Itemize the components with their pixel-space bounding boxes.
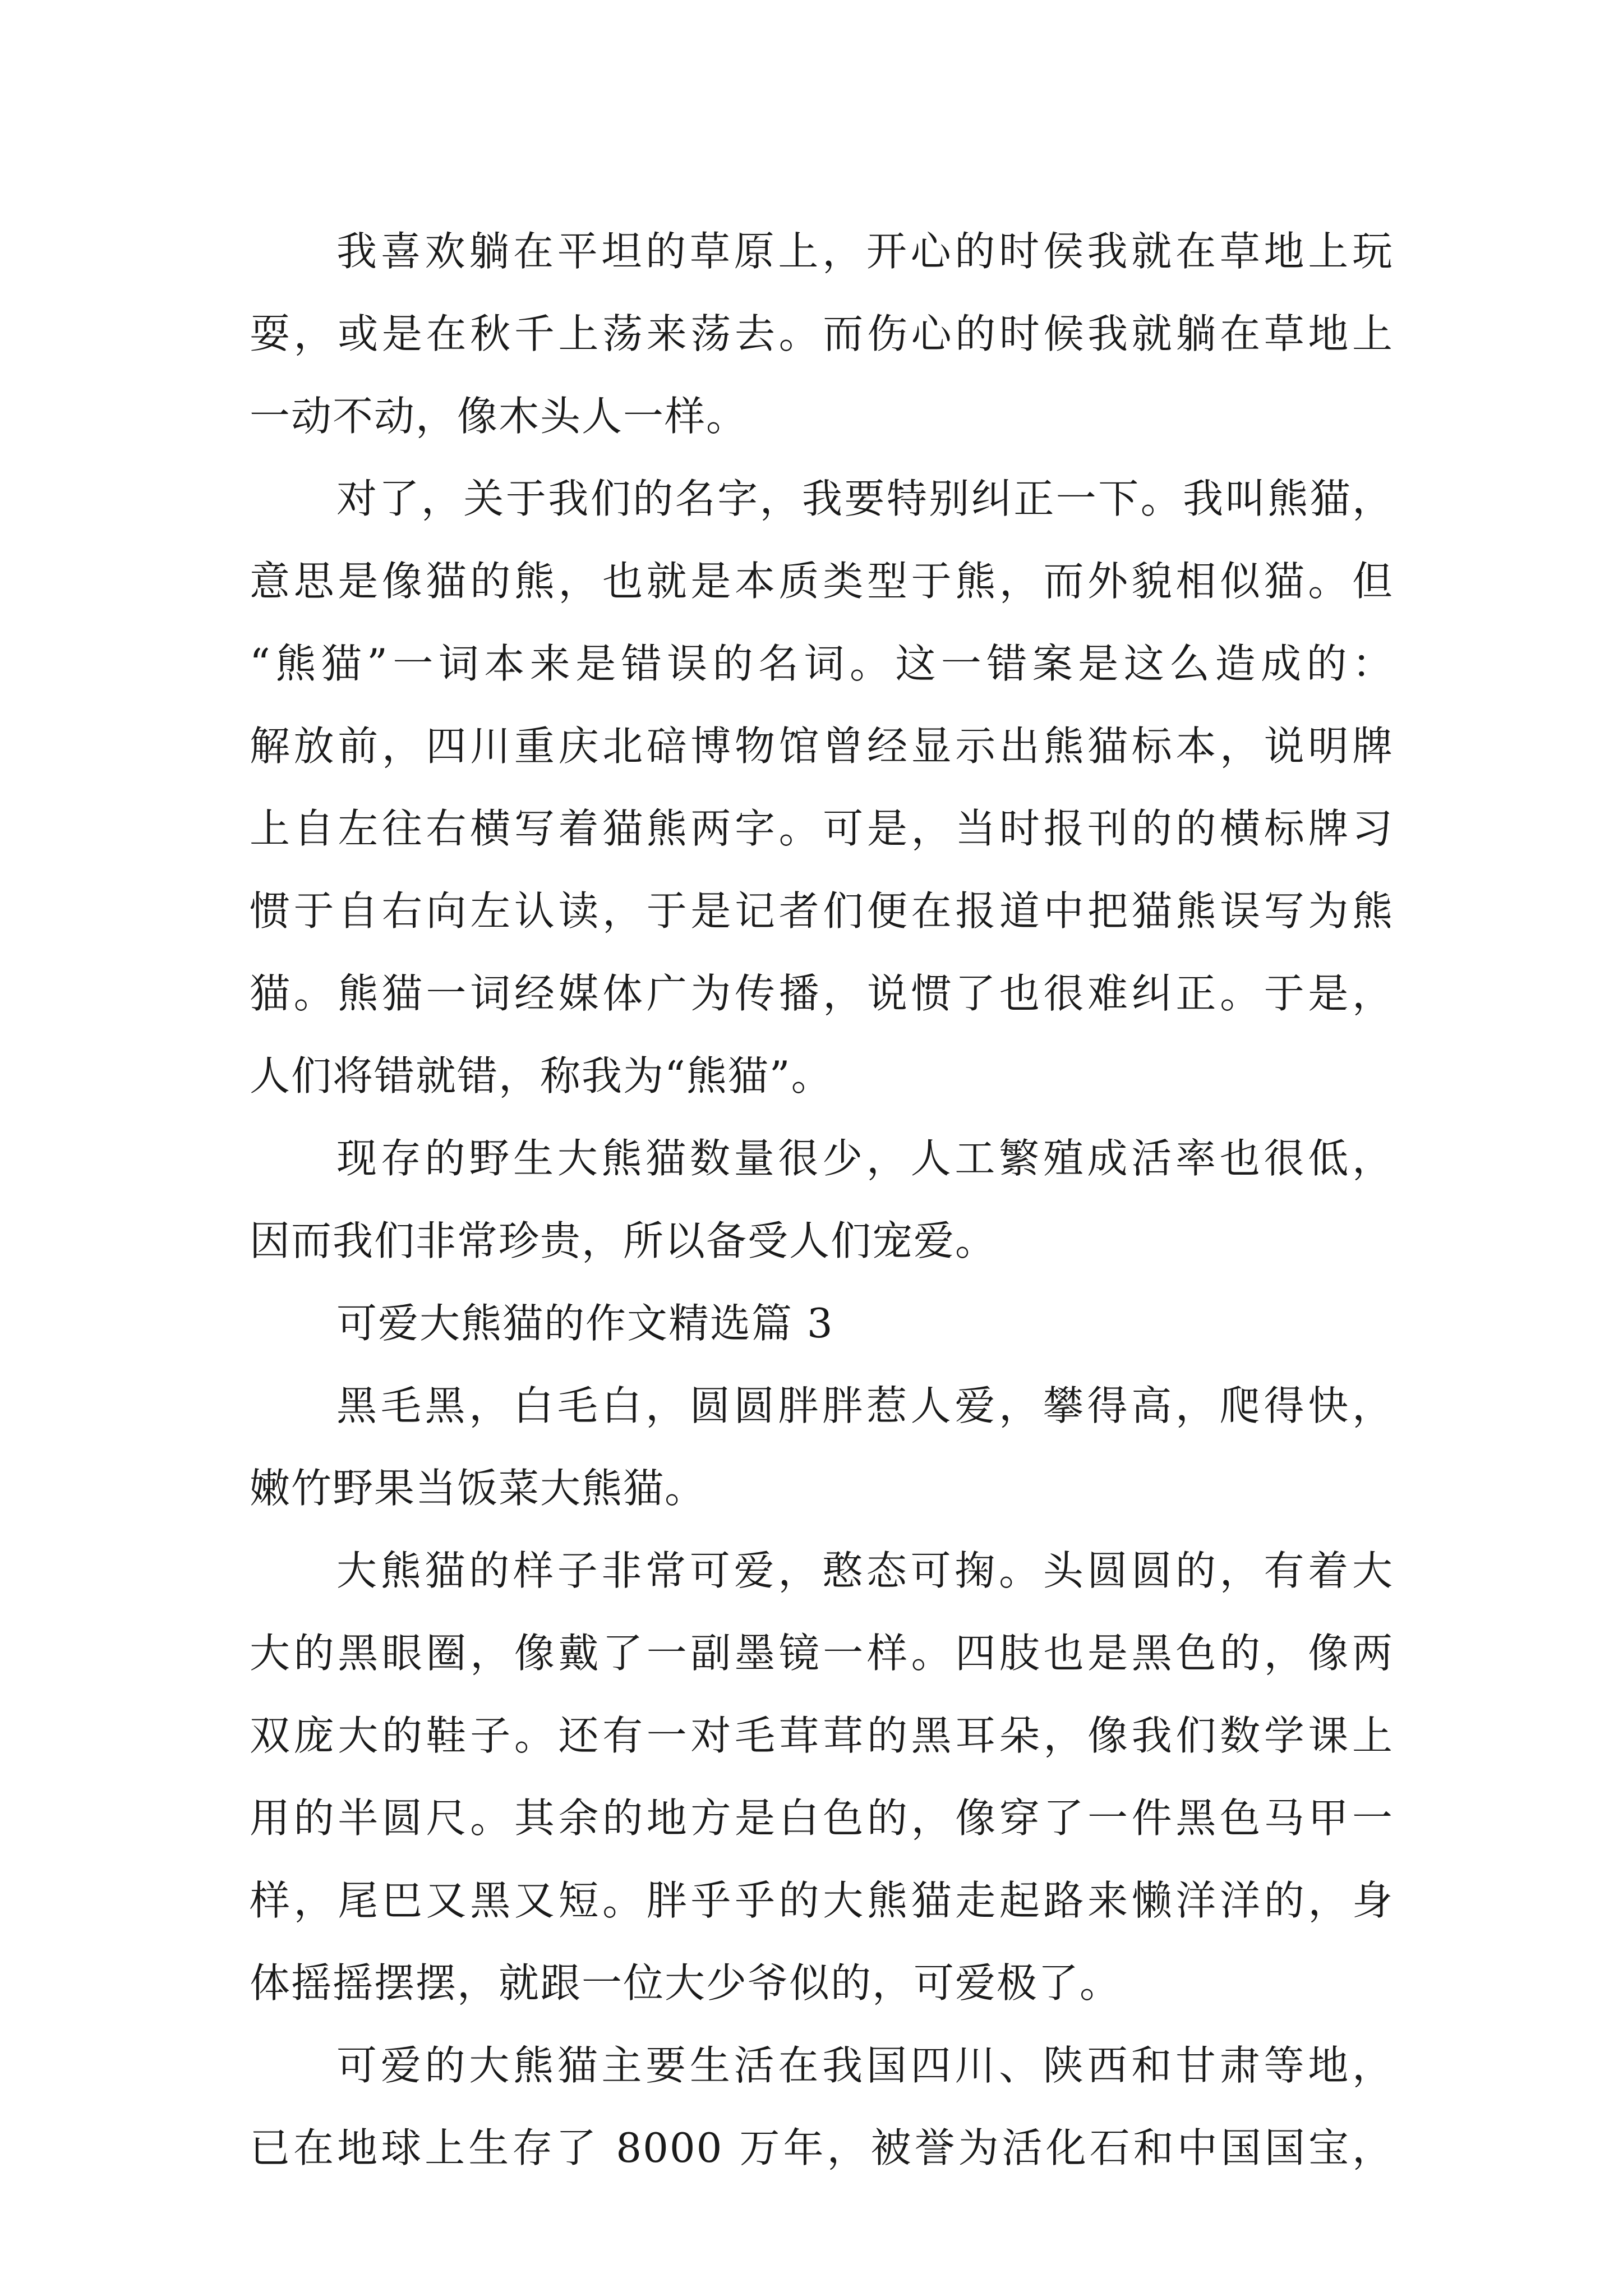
paragraph-3 (250, 1117, 1394, 1282)
text-line: 惯于自右向左认读，于是记者们便在报道中把猫熊误写为熊 (250, 887, 1394, 935)
paragraph-6 (250, 2024, 1394, 2189)
text-line: 现存的野生大熊猫数量很少，人工繁殖成活率也很低， (336, 1135, 1394, 1182)
paragraph-4 (250, 1365, 1394, 1530)
text-line: 耍，或是在秋千上荡来荡去。而伤心的时候我就躺在草地上 (250, 310, 1394, 357)
text-line: 我喜欢躺在平坦的草原上，开心的时侯我就在草地上玩 (336, 228, 1394, 275)
text-line: 大熊猫的样子非常可爱，憨态可掬。头圆圆的，有着大 (336, 1547, 1394, 1594)
text-line: 意思是像猫的熊，也就是本质类型于熊，而外貌相似猫。但 (250, 558, 1394, 605)
paragraph-2 (250, 458, 1394, 1117)
section-heading (250, 1282, 1394, 1365)
document-body (250, 210, 1394, 2189)
text-line: 上自左往右横写着猫熊两字。可是，当时报刊的的横标牌习 (250, 805, 1394, 852)
text-line: 猫。熊猫一词经媒体广为传播，说惯了也很难纠正。于是， (250, 970, 1394, 1017)
text-line: 人们将错就错，称我为“熊猫”。 (250, 1052, 833, 1099)
text-line: 一动不动，像木头人一样。 (250, 393, 748, 440)
text-line: 体摇摇摆摆，就跟一位大少爷似的，可爱极了。 (250, 1959, 1122, 2007)
text-line: 对了，关于我们的名字，我要特别纠正一下。我叫熊猫， (336, 475, 1394, 522)
text-line: 解放前，四川重庆北碚博物馆曾经显示出熊猫标本，说明牌 (250, 723, 1394, 770)
paragraph-5 (250, 1530, 1394, 2024)
text-line: 黑毛黑，白毛白，圆圆胖胖惹人爱，攀得高，爬得快， (336, 1382, 1394, 1429)
text-line: “熊猫”一词本来是错误的名词。这一错案是这么造成的： (250, 640, 1394, 687)
text-line: 双庞大的鞋子。还有一对毛茸茸的黑耳朵，像我们数学课上 (250, 1712, 1394, 1759)
text-line: 样，尾巴又黑又短。胖乎乎的大熊猫走起路来懒洋洋的，身 (250, 1877, 1394, 1924)
paragraph-1 (250, 210, 1394, 458)
text-line: 用的半圆尺。其余的地方是白色的，像穿了一件黑色马甲一 (250, 1795, 1394, 1842)
heading-text: 可爱大熊猫的作文精选篇 3 (336, 1300, 834, 1347)
text-line: 因而我们非常珍贵，所以备受人们宠爱。 (250, 1217, 997, 1264)
text-line: 大的黑眼圈，像戴了一副墨镜一样。四肢也是黑色的，像两 (250, 1630, 1394, 1677)
text-line: 已在地球上生存了 8000 万年，被誉为活化石和中国国宝， (250, 2124, 1394, 2171)
text-line: 嫩竹野果当饭菜大熊猫。 (250, 1465, 707, 1512)
text-line: 可爱的大熊猫主要生活在我国四川、陕西和甘肃等地， (336, 2042, 1394, 2089)
